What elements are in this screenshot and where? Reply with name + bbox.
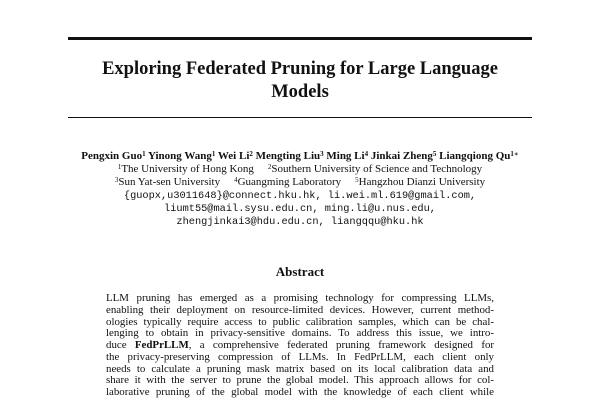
author-affiliation-mark: 1 bbox=[142, 150, 146, 158]
abstract-text: the privacy-preserving compression of LLMs. In FedPrLLM, each client only bbox=[106, 350, 494, 363]
abstract-heading: Abstract bbox=[275, 264, 325, 279]
author-name: Ming Li bbox=[326, 150, 365, 162]
author-block bbox=[40, 150, 560, 229]
author-name: Jinkai Zheng bbox=[370, 150, 433, 162]
abstract-text: ologies typically require access to public calibration samples, which can be chal- bbox=[106, 315, 494, 328]
affiliation-mark: 1 bbox=[117, 163, 122, 172]
title-top-rule bbox=[68, 37, 532, 40]
framework-name: FedPrLLM bbox=[134, 339, 189, 351]
abstract-text: laborative pruning of the global model with the knowledge of each client while bbox=[106, 386, 494, 398]
affiliation-name: The University of Hong Kong bbox=[121, 163, 254, 176]
affiliation-name: Southern University of Science and Technology bbox=[271, 163, 483, 176]
affiliations-line bbox=[40, 163, 560, 176]
abstract-text: lenging to obtain in privacy-sensitive domains. To address this issue, we intro- bbox=[106, 327, 494, 340]
title-bottom-rule bbox=[68, 117, 532, 118]
affiliation-mark: 4 bbox=[234, 176, 238, 185]
abstract-text: enabling their deployment on resource-limited devices. However, current method- bbox=[106, 303, 494, 316]
abstract-line bbox=[106, 387, 494, 399]
author-affiliation-mark: 3 bbox=[320, 150, 324, 158]
author-name: Yinong Wang bbox=[147, 150, 212, 162]
author-name: Pengxin Guo bbox=[81, 150, 143, 162]
author-name: Mengting Liu bbox=[255, 150, 321, 162]
title-line: Exploring Federated Pruning for Large Language bbox=[102, 59, 498, 79]
email-line: liumt55@mail.sysu.edu.cn, ming.li@u.nus.edu, bbox=[164, 202, 436, 215]
title-line: Models bbox=[271, 82, 329, 102]
author-name: Wei Li bbox=[217, 150, 250, 162]
affiliation-name: Hangzhou Dianzi University bbox=[358, 176, 486, 189]
author-list bbox=[40, 150, 560, 163]
affiliation-mark: 2 bbox=[267, 163, 272, 172]
affiliations-line bbox=[40, 176, 560, 189]
author-affiliation-mark: 1 bbox=[211, 150, 216, 158]
author-name: Liangqiong Qu bbox=[439, 150, 511, 162]
abstract-text: needs to calculate a pruning mask matrix based on its local calibration data and bbox=[106, 362, 494, 375]
email-line: zhengjinkai3@hdu.edu.cn, liangqqu@hku.hk bbox=[176, 216, 424, 229]
author-affiliation-mark: 1∗ bbox=[510, 150, 519, 158]
abstract-text: , a comprehensive federated pruning framework designed for bbox=[188, 339, 495, 351]
affiliation-name: Guangming Laboratory bbox=[237, 176, 342, 189]
abstract-text: LLM pruning has emerged as a promising technology for compressing LLMs, bbox=[106, 292, 494, 304]
paper-title bbox=[60, 58, 540, 104]
author-affiliation-mark: 5 bbox=[432, 150, 437, 158]
abstract-text: share it with the server to prune the global model. This approach allows for col- bbox=[106, 374, 494, 387]
affiliation-mark: 3 bbox=[114, 176, 119, 185]
author-affiliation-mark: 2 bbox=[249, 150, 253, 158]
abstract-body bbox=[106, 293, 494, 399]
affiliation-name: Sun Yat-sen University bbox=[118, 176, 221, 189]
email-line: {guopx,u3011648}@connect.hku.hk, li.wei.ml.619@gmail.com, bbox=[123, 189, 477, 202]
affiliation-mark: 5 bbox=[355, 176, 359, 185]
abstract-text: duce bbox=[106, 339, 135, 351]
author-affiliation-mark: 4 bbox=[364, 150, 369, 158]
